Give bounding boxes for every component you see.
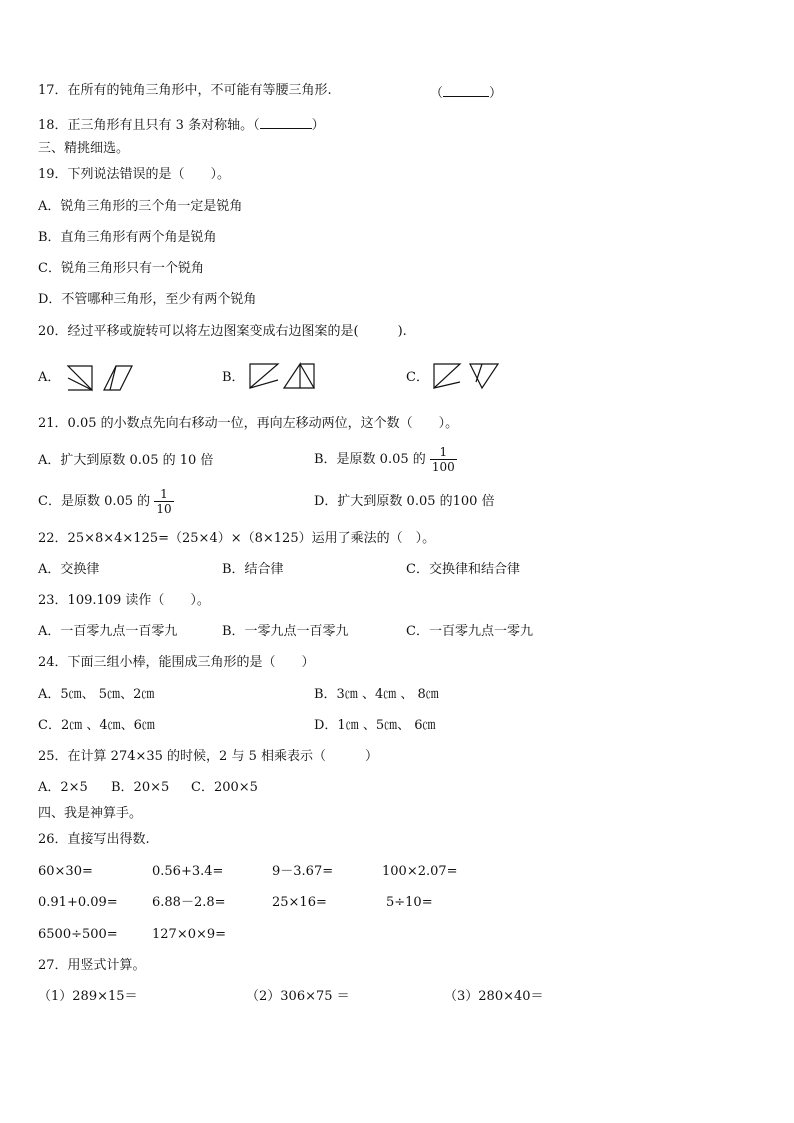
calc-item[interactable]: 100×2.07= xyxy=(382,864,458,879)
calc-item[interactable]: 60×30= xyxy=(38,864,93,879)
question-19-option-c[interactable]: C．锐角三角形只有一个锐角 xyxy=(38,261,204,276)
question-24-option-c[interactable]: C．2㎝ 、4㎝、6㎝ xyxy=(38,718,155,733)
vertical-calc-item[interactable]: （2）306×75 ＝ xyxy=(246,989,350,1004)
question-17-answer-blank[interactable]: （ ） xyxy=(430,82,502,103)
option-c-figure xyxy=(432,360,504,392)
question-27-stem: 27．用竖式计算。 xyxy=(38,958,146,973)
question-25-option-c[interactable]: C．200×5 xyxy=(191,780,258,795)
calc-item[interactable]: 0.91+0.09= xyxy=(38,895,118,910)
calc-item[interactable]: 25×16= xyxy=(272,895,327,910)
question-20-option-c[interactable] xyxy=(406,369,429,387)
calc-item[interactable]: 9－3.67= xyxy=(272,864,334,879)
question-19-stem: 19．下列说法错误的是（ ）。 xyxy=(38,167,231,182)
option-b-label: B． xyxy=(222,370,245,385)
calc-item[interactable]: 0.56+3.4= xyxy=(152,864,224,879)
question-20-option-b[interactable] xyxy=(222,369,245,387)
question-24-stem: 24．下面三组小棒，能围成三角形的是（ ） xyxy=(38,655,315,670)
question-18 xyxy=(38,114,325,135)
vertical-calc-item[interactable]: （1）289×15＝ xyxy=(38,989,138,1004)
question-23-option-b[interactable]: B．一零九点一百零九 xyxy=(222,624,349,639)
question-22-stem: 22．25×8×4×125=（25×4）×（8×125）运用了乘法的（ ）。 xyxy=(38,531,436,546)
option-c-label: C． xyxy=(406,370,429,385)
option-a-label: A． xyxy=(38,370,61,385)
question-21-option-a[interactable]: A．扩大到原数 0.05 的 10 倍 xyxy=(38,453,214,468)
question-17-text: 17．在所有的钝角三角形中，不可能有等腰三角形. xyxy=(38,83,332,98)
question-17 xyxy=(38,82,332,100)
question-22-option-b[interactable]: B．结合律 xyxy=(222,562,284,577)
question-24-option-a[interactable]: A．5㎝、 5㎝、2㎝ xyxy=(38,687,155,702)
question-21-stem: 21．0.05 的小数点先向右移动一位，再向左移动两位，这个数（ ）。 xyxy=(38,416,459,431)
question-24-option-b[interactable]: B．3㎝ 、4㎝ 、 8㎝ xyxy=(314,687,439,702)
question-19-option-b[interactable]: B．直角三角形有两个角是锐角 xyxy=(38,230,217,245)
question-21-option-d[interactable]: D．扩大到原数 0.05 的100 倍 xyxy=(314,494,495,509)
question-25-option-a[interactable]: A．2×5 xyxy=(38,780,88,795)
question-23-option-a[interactable]: A．一百零九点一百零九 xyxy=(38,624,178,639)
vertical-calc-item[interactable]: （3）280×40＝ xyxy=(444,989,544,1004)
calc-item[interactable]: 6500÷500= xyxy=(38,927,118,942)
question-19-option-d[interactable]: D．不管哪种三角形，至少有两个锐角 xyxy=(38,292,257,307)
question-24-option-d[interactable]: D．1㎝ 、5㎝、 6㎝ xyxy=(314,718,436,733)
question-22-option-a[interactable]: A．交换律 xyxy=(38,562,100,577)
section-4-heading: 四、我是神算手。 xyxy=(38,806,143,821)
calc-item[interactable]: 127×0×9= xyxy=(152,927,227,942)
fraction-one-hundredth: $\frac{1}{100}$ xyxy=(431,445,455,474)
question-19-option-a[interactable]: A．锐角三角形的三个角一定是锐角 xyxy=(38,199,243,214)
question-21-option-c[interactable]: C．是原数 0.05 的 $\frac{1}{10}$ xyxy=(38,487,172,516)
question-23-option-c[interactable]: C．一百零九点一零九 xyxy=(406,624,533,639)
question-18-answer-blank[interactable]: （ ） xyxy=(253,118,325,133)
option-b-figure xyxy=(248,360,320,392)
question-23-stem: 23．109.109 读作（ ）。 xyxy=(38,593,210,608)
question-22-option-c[interactable]: C．交换律和结合律 xyxy=(406,562,520,577)
question-20-option-a[interactable] xyxy=(38,369,60,387)
question-25-stem: 25．在计算 274×35 的时候，2 与 5 相乘表示（ ） xyxy=(38,749,378,764)
question-26-stem: 26．直接写出得数. xyxy=(38,832,150,847)
calc-item[interactable]: 5÷10= xyxy=(386,895,433,910)
question-20-stem: 20．经过平移或旋转可以将左边图案变成右边图案的是( ). xyxy=(38,324,407,339)
question-25-option-b[interactable]: B．20×5 xyxy=(111,780,170,795)
fraction-one-tenth: $\frac{1}{10}$ xyxy=(156,487,172,516)
question-18-text: 18．正三角形有且只有 3 条对称轴。 xyxy=(38,118,254,133)
calc-item[interactable]: 6.88－2.8= xyxy=(152,895,226,910)
section-3-heading: 三、精挑细选。 xyxy=(38,141,130,156)
question-21-option-b[interactable]: B．是原数 0.05 的 $\frac{1}{100}$ xyxy=(314,445,455,474)
option-a-figure xyxy=(66,362,138,394)
